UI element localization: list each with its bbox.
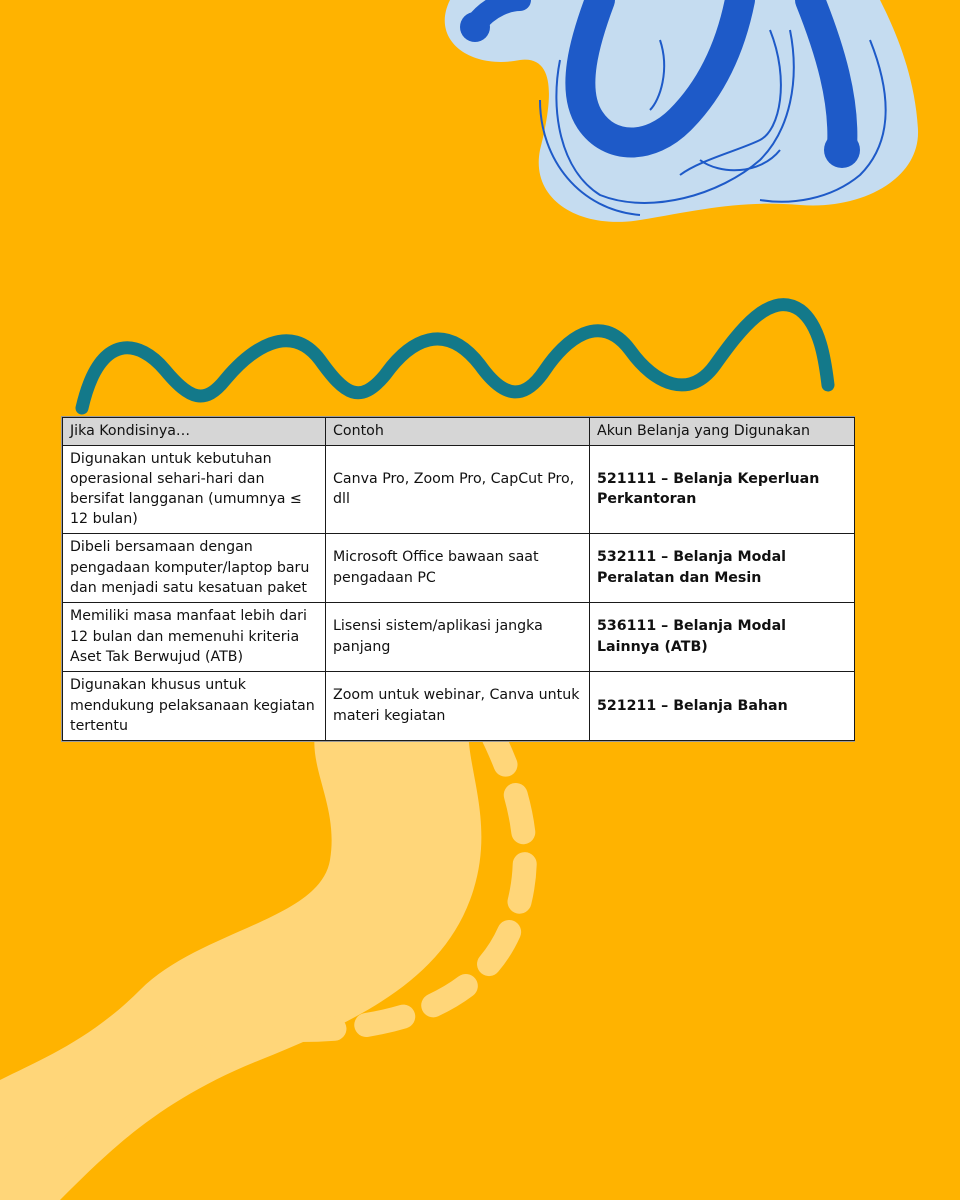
table-row (63, 602, 855, 671)
account-cell: 536111 – Belanja Modal Lainnya (ATB) (590, 602, 855, 671)
header-account: Akun Belanja yang Digunakan (590, 418, 855, 446)
example-cell: Canva Pro, Zoom Pro, CapCut Pro, dll (326, 446, 590, 534)
condition-cell: Memiliki masa manfaat lebih dari 12 bulan dan memenuhi kriteria Aset Tak Berwujud (ATB) (63, 602, 326, 671)
table-row (63, 671, 855, 740)
condition-cell: Digunakan khusus untuk mendukung pelaksanaan kegiatan tertentu (63, 671, 326, 740)
header-example: Contoh (326, 418, 590, 446)
account-table (62, 417, 855, 741)
example-cell: Microsoft Office bawaan saat pengadaan PC (326, 533, 590, 602)
account-cell: 521211 – Belanja Bahan (590, 671, 855, 740)
example-cell: Zoom untuk webinar, Canva untuk materi kegiatan (326, 671, 590, 740)
table-row (63, 446, 855, 534)
squiggle-decoration (82, 305, 828, 408)
account-table-container (61, 416, 855, 742)
condition-cell: Digunakan untuk kebutuhan operasional sehari-hari dan bersifat langganan (umumnya ≤ 12 bulan) (63, 446, 326, 534)
example-cell: Lisensi sistem/aplikasi jangka panjang (326, 602, 590, 671)
table-row (63, 533, 855, 602)
blue-maze-decoration (445, 0, 918, 222)
table-header-row (63, 418, 855, 446)
header-condition: Jika Kondisinya… (63, 418, 326, 446)
account-cell: 532111 – Belanja Modal Peralatan dan Mesin (590, 533, 855, 602)
condition-cell: Dibeli bersamaan dengan pengadaan komputer/laptop baru dan menjadi satu kesatuan paket (63, 533, 326, 602)
account-cell: 521111 – Belanja Keperluan Perkantoran (590, 446, 855, 534)
winding-path-decoration (0, 715, 525, 1200)
